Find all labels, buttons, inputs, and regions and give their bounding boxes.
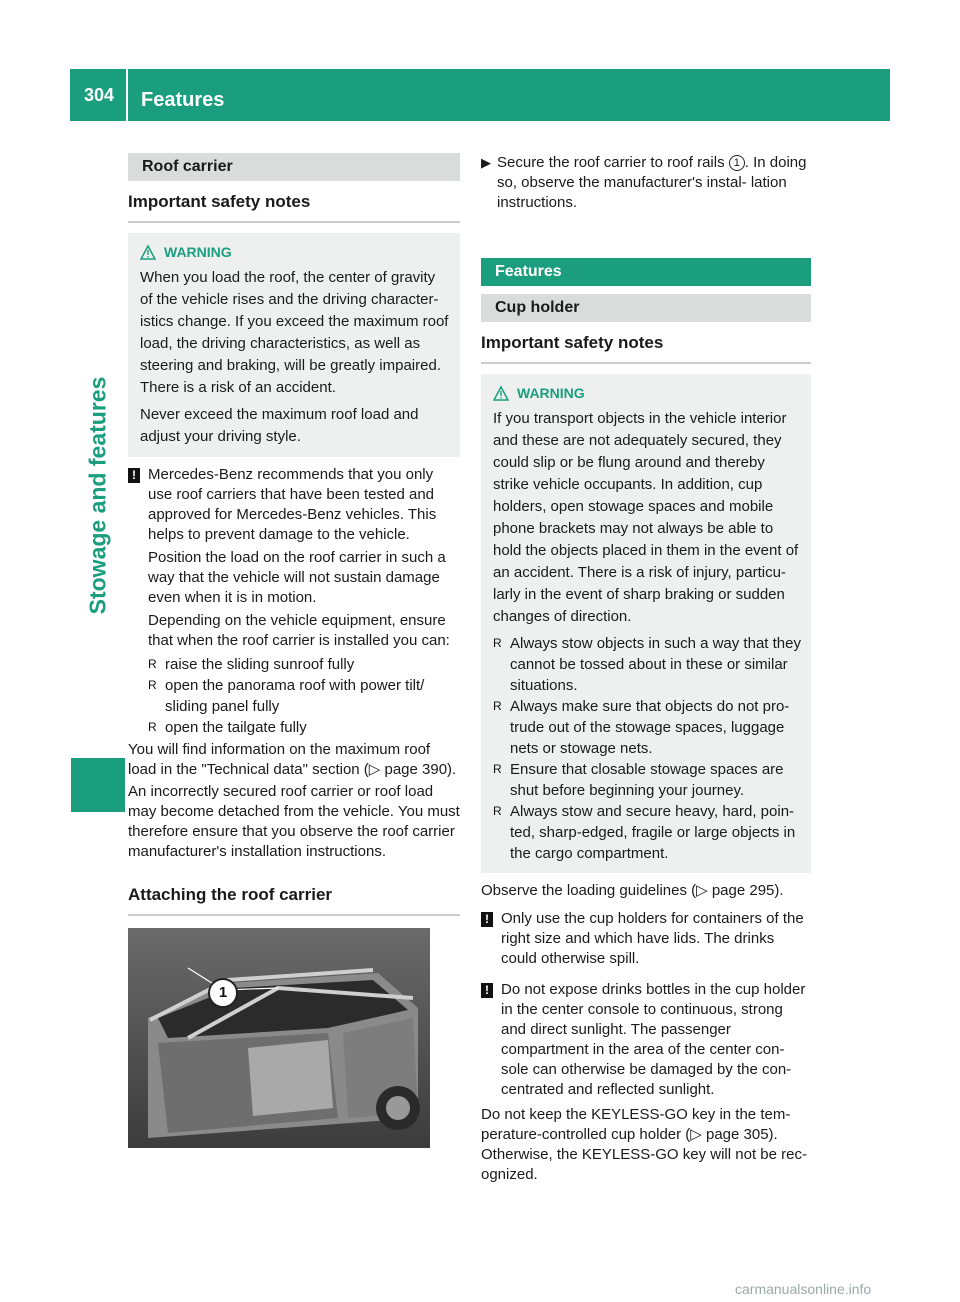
caution-icon: ! (128, 468, 140, 483)
subheading: Important safety notes (481, 322, 811, 364)
bullet-icon: R (493, 804, 502, 818)
paragraph: An incorrectly secured roof carrier or roof load may become detached from the vehicle. You must therefore ensure that you observe the roof carrier manufacturer's installation instructions. (128, 783, 460, 860)
note-block (481, 909, 811, 972)
topic-heading: Cup holder (481, 294, 811, 322)
bullet-icon: R (148, 678, 157, 692)
list-item: R Always stow objects in such a way that they cannot be tossed about in these or similar situations. (493, 635, 801, 694)
body-text (128, 740, 460, 862)
caution-icon: ! (481, 983, 493, 998)
side-tab-block (71, 758, 125, 812)
figure-code: P77.40-2171-31 (430, 1142, 444, 1229)
callout-marker: 1 (729, 155, 745, 171)
warning-box (481, 374, 811, 873)
bullet-icon: R (148, 720, 157, 734)
list-item: R open the panorama roof with power tilt/ sliding panel fully (148, 677, 425, 715)
warning-header (140, 241, 450, 263)
note-text: Depending on the vehicle equipment, ensure that when the roof carrier is installed you can: (148, 612, 450, 649)
left-column (128, 153, 460, 1229)
header-divider (126, 69, 128, 121)
instruction-step (481, 153, 811, 213)
note-text: Do not expose drinks bottles in the cup holder in the center console to continuous, strong and direct sunlight. The passenger compartment in the area of the center con- sole can otherwise be damaged by the con- centrated and reflected sunlight. (501, 981, 806, 1098)
list-item: R Always make sure that objects do not pro- trude out of the stowage spaces, luggage nets or stowage nets. (493, 698, 790, 757)
step-arrow-icon: ▶ (481, 155, 491, 170)
right-column (481, 153, 811, 1185)
warning-text: When you load the roof, the center of gravity of the vehicle rises and the driving character- istics change. If you exceed the maximum roof load, the driving characteristics, as well as steering and braking, will be greatly impaired. There is a risk of an accident. (140, 269, 449, 396)
car-illustration (128, 928, 430, 1148)
bullet-icon: R (493, 762, 502, 776)
section-heading: Features (481, 258, 811, 286)
side-tab (71, 260, 125, 730)
warning-triangle-icon (493, 386, 509, 401)
body-text (481, 1105, 811, 1185)
subheading: Important safety notes (128, 181, 460, 223)
page-number: 304 (83, 85, 115, 105)
watermark-text: carmanualsonline.info (735, 1281, 872, 1297)
step-text: Secure the roof carrier to roof rails 1 . In doing so, observe the manufacturer's instal- lation instructions. (497, 154, 807, 211)
caution-icon: ! (481, 912, 493, 927)
note-text: Only use the cup holders for containers of the right size and which have lids. The drinks could otherwise spill. (501, 910, 804, 967)
paragraph: Do not keep the KEYLESS-GO key in the tem- perature-controlled cup holder (▷ page 305). Otherwise, the KEYLESS-GO key will not be rec- ognized. (481, 1106, 807, 1183)
callout-marker: 1 (208, 978, 238, 1008)
bullet-icon: R (493, 699, 502, 713)
warning-header (493, 382, 801, 404)
bullet-icon: R (493, 636, 502, 650)
topic-heading: Roof carrier (128, 153, 460, 181)
list-item: R open the tailgate fully (148, 719, 307, 736)
warning-label: WARNING (164, 244, 232, 260)
paragraph: Observe the loading guidelines (▷ page 295). (481, 882, 784, 899)
note-text: Position the load on the roof carrier in such a way that the vehicle will not sustain damage even when it is in motion. (148, 549, 446, 606)
bullet-icon: R (148, 657, 157, 671)
warning-text: Never exceed the maximum roof load and adjust your driving style. (140, 406, 419, 445)
list-item: R Always stow and secure heavy, hard, poin- ted, sharp-edged, fragile or large objects in the cargo compartment. (493, 803, 796, 862)
list-item: R raise the sliding sunroof fully (148, 656, 355, 673)
page-title: Features (141, 89, 225, 111)
note-block (481, 980, 811, 1103)
warning-box (128, 233, 460, 457)
vehicle-roof-illustration (128, 928, 444, 1229)
list-item: R Ensure that closable stowage spaces are shut before beginning your journey. (493, 761, 784, 799)
note-text: Mercedes-Benz recommends that you only use roof carriers that have been tested and approved for Mercedes-Benz vehicles. This helps to prevent damage to the vehicle. (148, 466, 437, 543)
body-text (481, 881, 811, 901)
subheading: Attaching the roof carrier (128, 874, 460, 916)
warning-triangle-icon (140, 245, 156, 260)
warning-label: WARNING (517, 385, 585, 401)
paragraph: You will find information on the maximum roof load in the "Technical data" section (▷ page 390). (128, 741, 457, 778)
side-tab-label: Stowage and features (84, 376, 111, 614)
note-block (128, 465, 460, 738)
warning-text: If you transport objects in the vehicle interior and these are not adequately secured, they could slip or be flung around and thereby strike vehicle occupants. In addition, cup holders, open stowage spaces and mobile phone brackets may not always be able to hold the objects placed in them in the event of an accident. There is a risk of injury, particu- larly in the event of sharp braking or sudden changes of direction. (493, 410, 799, 625)
